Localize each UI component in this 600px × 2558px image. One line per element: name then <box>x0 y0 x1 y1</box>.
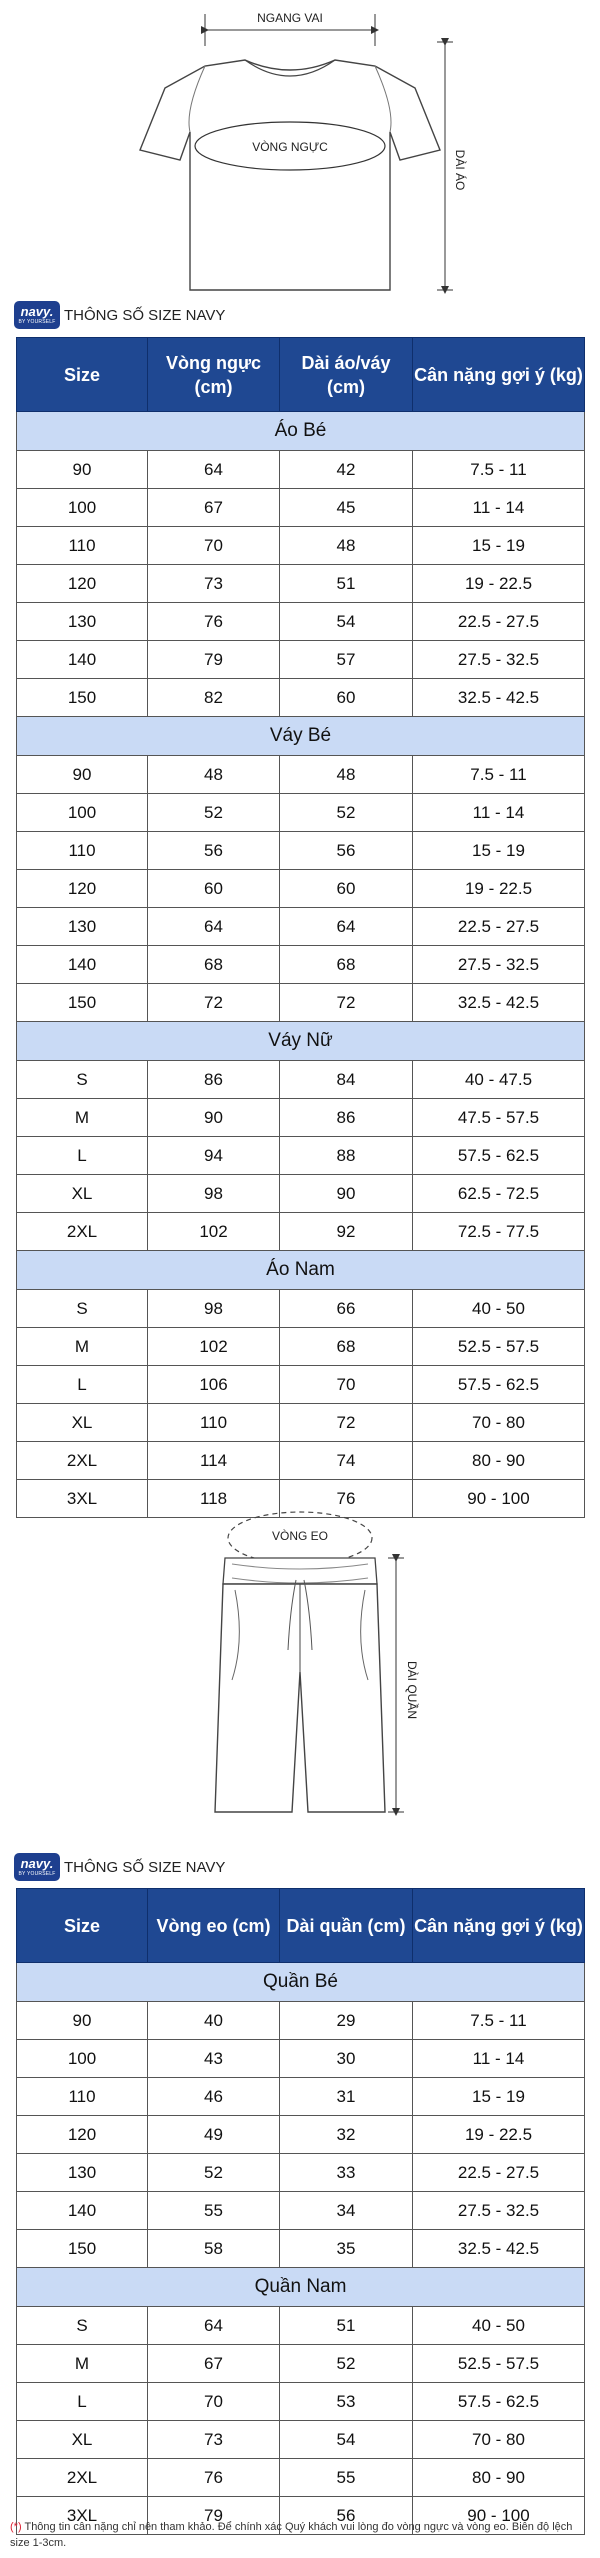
table-cell: 67 <box>148 2345 280 2383</box>
table-row <box>17 641 585 679</box>
table-cell: 102 <box>148 1328 280 1366</box>
section-row <box>17 2268 585 2307</box>
table-cell: 40 - 47.5 <box>413 1061 585 1099</box>
table-cell: 79 <box>148 641 280 679</box>
table-cell: 55 <box>148 2192 280 2230</box>
table-row <box>17 794 585 832</box>
table-cell: 74 <box>280 1442 413 1480</box>
table-row <box>17 1328 585 1366</box>
table-row <box>17 2078 585 2116</box>
table-cell: 150 <box>17 984 148 1022</box>
table-cell: 76 <box>280 1480 413 1518</box>
table-cell: 30 <box>280 2040 413 2078</box>
table-cell: 120 <box>17 565 148 603</box>
table-cell: 52.5 - 57.5 <box>413 2345 585 2383</box>
table-cell: 43 <box>148 2040 280 2078</box>
navy-logo: navy. BY YOURSELF <box>14 301 60 329</box>
table-cell: 84 <box>280 1061 413 1099</box>
table-row <box>17 1404 585 1442</box>
table-cell: 118 <box>148 1480 280 1518</box>
table-cell: 140 <box>17 2192 148 2230</box>
table-row <box>17 908 585 946</box>
table-cell: 100 <box>17 489 148 527</box>
table-cell: M <box>17 1328 148 1366</box>
table-cell: 110 <box>17 832 148 870</box>
table-cell: 64 <box>148 908 280 946</box>
table-cell: 57.5 - 62.5 <box>413 1137 585 1175</box>
table-cell: 52.5 - 57.5 <box>413 1328 585 1366</box>
table-cell: 90 <box>17 2002 148 2040</box>
table-cell: 29 <box>280 2002 413 2040</box>
table-cell: 90 <box>17 756 148 794</box>
table-cell: 90 - 100 <box>413 2497 585 2535</box>
table-cell: 52 <box>148 2154 280 2192</box>
bottoms-size-table <box>16 1888 585 2535</box>
table-cell: L <box>17 1137 148 1175</box>
table-cell: 100 <box>17 2040 148 2078</box>
table-cell: XL <box>17 2421 148 2459</box>
table-cell: 64 <box>148 2307 280 2345</box>
table-cell: 7.5 - 11 <box>413 2002 585 2040</box>
table-cell: 27.5 - 32.5 <box>413 946 585 984</box>
table-cell: 32.5 - 42.5 <box>413 2230 585 2268</box>
table-row <box>17 679 585 717</box>
table-cell: 3XL <box>17 1480 148 1518</box>
table-cell: 72 <box>280 1404 413 1442</box>
section-title: Quần Nam <box>17 2268 585 2307</box>
table-cell: 11 - 14 <box>413 2040 585 2078</box>
header-weight: Cân nặng gợi ý (kg) <box>413 1889 585 1963</box>
table-cell: 2XL <box>17 1442 148 1480</box>
table-cell: 76 <box>148 2459 280 2497</box>
table-cell: 52 <box>148 794 280 832</box>
table-cell: 40 - 50 <box>413 1290 585 1328</box>
table-row <box>17 2459 585 2497</box>
table-cell: 102 <box>148 1213 280 1251</box>
table-row <box>17 984 585 1022</box>
table-cell: 48 <box>280 756 413 794</box>
table-cell: S <box>17 1290 148 1328</box>
table-cell: 15 - 19 <box>413 832 585 870</box>
table-cell: 130 <box>17 2154 148 2192</box>
shirt-length-label: DÀI ÁO <box>453 149 467 191</box>
table-cell: 32.5 - 42.5 <box>413 679 585 717</box>
table-cell: 64 <box>148 451 280 489</box>
table-row <box>17 2154 585 2192</box>
footnote-text: Thông tin cân nặng chỉ nên tham khảo. Để chính xác Quý khách vui lòng đo vòng ngực và vòng eo. Biên độ lệch size 1-3cm. <box>10 2521 573 2549</box>
shirt-diagram <box>0 0 600 300</box>
table-cell: 45 <box>280 489 413 527</box>
table-cell: 35 <box>280 2230 413 2268</box>
table-cell: 32 <box>280 2116 413 2154</box>
table-cell: M <box>17 1099 148 1137</box>
table-cell: 114 <box>148 1442 280 1480</box>
table-row <box>17 603 585 641</box>
table-cell: 56 <box>148 832 280 870</box>
header-length: Dài áo/váy (cm) <box>280 338 413 412</box>
section-title: Váy Bé <box>17 717 585 756</box>
table-row <box>17 756 585 794</box>
table-cell: 100 <box>17 794 148 832</box>
table-cell: 42 <box>280 451 413 489</box>
table-cell: 70 <box>280 1366 413 1404</box>
table-cell: 90 <box>17 451 148 489</box>
shorts-length-label: DÀI QUẦN <box>405 1660 419 1720</box>
table-cell: 40 <box>148 2002 280 2040</box>
table-cell: 52 <box>280 2345 413 2383</box>
table-row <box>17 1099 585 1137</box>
table-row <box>17 527 585 565</box>
table-cell: 27.5 - 32.5 <box>413 641 585 679</box>
size-chart-title: THÔNG SỐ SIZE NAVY <box>64 306 226 324</box>
table-row <box>17 2421 585 2459</box>
table-cell: 32.5 - 42.5 <box>413 984 585 1022</box>
table-cell: 58 <box>148 2230 280 2268</box>
section-title: Áo Nam <box>17 1251 585 1290</box>
table-cell: 140 <box>17 946 148 984</box>
table-cell: XL <box>17 1404 148 1442</box>
table-cell: 2XL <box>17 2459 148 2497</box>
table-cell: 72 <box>280 984 413 1022</box>
table-row <box>17 1137 585 1175</box>
section-row <box>17 1963 585 2002</box>
table-row <box>17 1442 585 1480</box>
header-size: Size <box>17 1889 148 1963</box>
table-cell: 48 <box>280 527 413 565</box>
table-row <box>17 2002 585 2040</box>
table-row <box>17 1366 585 1404</box>
table-cell: 90 - 100 <box>413 1480 585 1518</box>
table-cell: 53 <box>280 2383 413 2421</box>
table-cell: 64 <box>280 908 413 946</box>
table-cell: 52 <box>280 794 413 832</box>
table-cell: 56 <box>280 832 413 870</box>
table-row <box>17 2345 585 2383</box>
table-cell: 110 <box>17 2078 148 2116</box>
table-cell: 72 <box>148 984 280 1022</box>
table-header-row <box>17 338 585 412</box>
table-cell: 48 <box>148 756 280 794</box>
table-cell: 47.5 - 57.5 <box>413 1099 585 1137</box>
table-cell: S <box>17 1061 148 1099</box>
brand-heading-bottoms <box>14 1850 225 1884</box>
table-cell: XL <box>17 1175 148 1213</box>
table-cell: 62.5 - 72.5 <box>413 1175 585 1213</box>
table-header-row <box>17 1889 585 1963</box>
tops-size-table <box>16 337 585 1518</box>
table-cell: 7.5 - 11 <box>413 756 585 794</box>
brand-heading-tops <box>14 298 225 332</box>
section-title: Váy Nữ <box>17 1022 585 1061</box>
table-cell: 70 - 80 <box>413 1404 585 1442</box>
table-cell: 2XL <box>17 1213 148 1251</box>
table-cell: 73 <box>148 2421 280 2459</box>
table-cell: 15 - 19 <box>413 2078 585 2116</box>
table-cell: 98 <box>148 1175 280 1213</box>
table-row <box>17 2383 585 2421</box>
table-cell: L <box>17 1366 148 1404</box>
table-cell: 46 <box>148 2078 280 2116</box>
header-length: Dài quần (cm) <box>280 1889 413 1963</box>
table-cell: 60 <box>148 870 280 908</box>
table-cell: 68 <box>280 946 413 984</box>
table-cell: 72.5 - 77.5 <box>413 1213 585 1251</box>
table-cell: 57.5 - 62.5 <box>413 2383 585 2421</box>
table-row <box>17 1213 585 1251</box>
table-cell: 86 <box>280 1099 413 1137</box>
table-cell: 80 - 90 <box>413 2459 585 2497</box>
section-row <box>17 1022 585 1061</box>
footnote-marker: (*) <box>10 2521 22 2533</box>
table-cell: 90 <box>280 1175 413 1213</box>
footnote <box>10 2519 590 2551</box>
table-cell: 120 <box>17 870 148 908</box>
table-cell: 22.5 - 27.5 <box>413 908 585 946</box>
header-weight: Cân nặng gợi ý (kg) <box>413 338 585 412</box>
section-row <box>17 717 585 756</box>
table-cell: 60 <box>280 870 413 908</box>
table-cell: 68 <box>280 1328 413 1366</box>
shorts-illustration <box>0 1490 600 1850</box>
table-cell: 54 <box>280 2421 413 2459</box>
table-cell: 55 <box>280 2459 413 2497</box>
table-cell: 80 - 90 <box>413 1442 585 1480</box>
section-row <box>17 1251 585 1290</box>
table-cell: 140 <box>17 641 148 679</box>
table-cell: 98 <box>148 1290 280 1328</box>
shoulder-label: NGANG VAI <box>257 11 323 25</box>
table-cell: 94 <box>148 1137 280 1175</box>
table-cell: 34 <box>280 2192 413 2230</box>
table-cell: 22.5 - 27.5 <box>413 2154 585 2192</box>
table-cell: 73 <box>148 565 280 603</box>
table-cell: 51 <box>280 2307 413 2345</box>
table-cell: 130 <box>17 908 148 946</box>
table-cell: 19 - 22.5 <box>413 870 585 908</box>
table-cell: 60 <box>280 679 413 717</box>
table-row <box>17 565 585 603</box>
table-cell: 110 <box>17 527 148 565</box>
table-cell: 27.5 - 32.5 <box>413 2192 585 2230</box>
table-row <box>17 1290 585 1328</box>
table-cell: 106 <box>148 1366 280 1404</box>
shorts-diagram <box>0 1490 600 1850</box>
table-cell: 51 <box>280 565 413 603</box>
table-cell: 79 <box>148 2497 280 2535</box>
table-cell: 92 <box>280 1213 413 1251</box>
table-cell: 150 <box>17 679 148 717</box>
header-chest: Vòng ngực (cm) <box>148 338 280 412</box>
table-cell: L <box>17 2383 148 2421</box>
table-cell: 90 <box>148 1099 280 1137</box>
waist-label: VÒNG EO <box>271 1529 329 1543</box>
table-cell: 49 <box>148 2116 280 2154</box>
table-cell: 22.5 - 27.5 <box>413 603 585 641</box>
table-cell: 130 <box>17 603 148 641</box>
table-row <box>17 1061 585 1099</box>
header-size: Size <box>17 338 148 412</box>
table-cell: 57 <box>280 641 413 679</box>
size-chart-title: THÔNG SỐ SIZE NAVY <box>64 1858 226 1876</box>
table-row <box>17 451 585 489</box>
table-cell: 3XL <box>17 2497 148 2535</box>
table-row <box>17 946 585 984</box>
section-row <box>17 412 585 451</box>
table-row <box>17 489 585 527</box>
table-cell: 11 - 14 <box>413 489 585 527</box>
table-row <box>17 2040 585 2078</box>
table-cell: 76 <box>148 603 280 641</box>
table-cell: 66 <box>280 1290 413 1328</box>
table-cell: 40 - 50 <box>413 2307 585 2345</box>
table-cell: 19 - 22.5 <box>413 565 585 603</box>
section-title: Áo Bé <box>17 412 585 451</box>
table-cell: 110 <box>148 1404 280 1442</box>
table-cell: 70 <box>148 2383 280 2421</box>
table-cell: 31 <box>280 2078 413 2116</box>
table-cell: 33 <box>280 2154 413 2192</box>
table-cell: 150 <box>17 2230 148 2268</box>
table-row <box>17 1175 585 1213</box>
shirt-illustration <box>0 0 600 300</box>
table-cell: 57.5 - 62.5 <box>413 1366 585 1404</box>
table-cell: 67 <box>148 489 280 527</box>
table-row <box>17 2116 585 2154</box>
table-row <box>17 2192 585 2230</box>
table-cell: 19 - 22.5 <box>413 2116 585 2154</box>
table-cell: 56 <box>280 2497 413 2535</box>
table-row <box>17 2307 585 2345</box>
chest-label: VÒNG NGỰC <box>252 140 328 154</box>
table-cell: 70 - 80 <box>413 2421 585 2459</box>
table-cell: 15 - 19 <box>413 527 585 565</box>
navy-logo: navy. BY YOURSELF <box>14 1853 60 1881</box>
table-cell: 68 <box>148 946 280 984</box>
table-row <box>17 2230 585 2268</box>
table-row <box>17 832 585 870</box>
header-waist: Vòng eo (cm) <box>148 1889 280 1963</box>
table-cell: 88 <box>280 1137 413 1175</box>
table-cell: M <box>17 2345 148 2383</box>
table-cell: 11 - 14 <box>413 794 585 832</box>
table-cell: 86 <box>148 1061 280 1099</box>
table-cell: 7.5 - 11 <box>413 451 585 489</box>
table-cell: 54 <box>280 603 413 641</box>
table-cell: S <box>17 2307 148 2345</box>
table-cell: 70 <box>148 527 280 565</box>
table-cell: 82 <box>148 679 280 717</box>
section-title: Quần Bé <box>17 1963 585 2002</box>
table-row <box>17 870 585 908</box>
table-cell: 120 <box>17 2116 148 2154</box>
